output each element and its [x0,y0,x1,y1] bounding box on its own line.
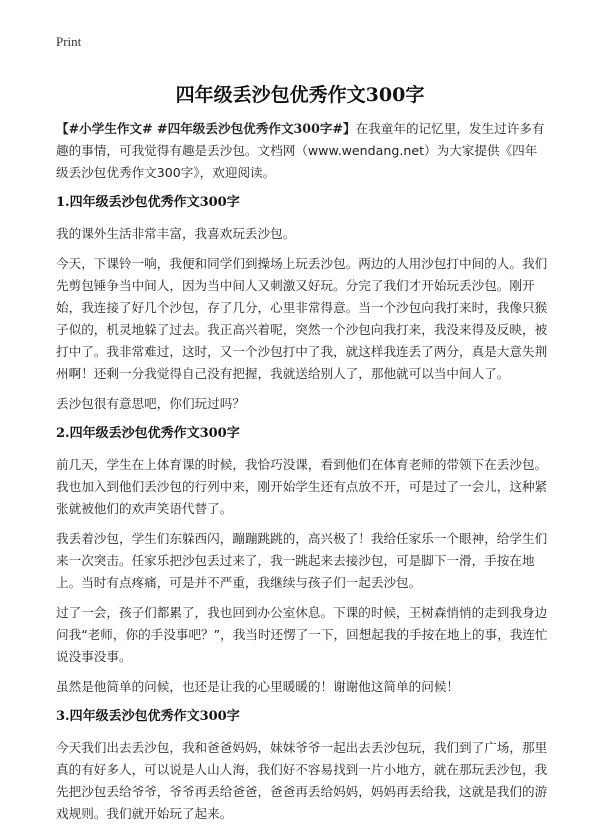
section-3-paragraph-1: 今天我们出去丢沙包，我和爸爸妈妈，妹妹爷爷一起出去丢沙包玩，我们到了广场，那里真的有好多人，可以说是人山人海，我们好不容易找到一片小地方，就在那玩丢沙包，我先把沙包丢给爷爷，爷爷再丢给爸爸，爸爸再丢给妈妈，妈妈再丢给我，这就是我们的游戏规则。我们就开始玩了起来。 [56,740,548,821]
section-1-paragraph-1: 我的课外生活非常丰富，我喜欢玩丢沙包。 [56,226,296,241]
section-heading-1: 1.四年级丢沙包优秀作文300字 [56,195,240,210]
print-label[interactable]: Print [56,34,82,49]
section-2-paragraph-2: 我丢着沙包，学生们东躲西闪，蹦蹦跳跳的，高兴极了！我给任家乐一个眼神，给学生们来一次突击。任家乐把沙包丢过来了，我一跳起来去接沙包，可是脚下一滑，手按在地上。当时有点疼痛，可是并不严重，我继续与孩子们一起丢沙包。 [56,531,548,590]
document-body [56,118,548,825]
document-title: 四年级丢沙包优秀作文300字 [175,84,425,106]
section-1-paragraph-3: 丢沙包很有意思吧，你们玩过吗？ [56,396,245,411]
intro-paragraph [56,118,548,184]
section-2-paragraph-3: 过了一会，孩子们都累了，我也回到办公室休息。下课的时候，王树森悄悄的走到我身边问我“老师，你的手没事吧？”，我当时还愣了一下，回想起我的手按在地上的事，我连忙说没事没事。 [56,605,548,664]
section-heading-2: 2.四年级丢沙包优秀作文300字 [56,426,240,441]
section-2-paragraph-1: 前几天，学生在上体育课的时候，我恰巧没课，看到他们在体育老师的带领下在丢沙包。我也加入到他们丢沙包的行列中来，刚开始学生还有点放不开，可是过了一会儿，这种紧张就被他们的欢声笑语代替了。 [56,457,548,516]
section-2-paragraph-4: 虽然是他简单的问候，也还是让我的心里暖暖的！谢谢他这简单的问候！ [56,679,459,694]
intro-text: 在我童年的记忆里，发生过许多有趣的事情，可我觉得有趣是丢沙包。文档网（www.wendang.net）为大家提供《四年级丢沙包优秀作文300字》，欢迎阅读。 [56,121,545,180]
section-1-paragraph-2: 今天，下课铃一响，我便和同学们到操场上玩丢沙包。两边的人用沙包打中间的人。我们先剪包锤争当中间人，因为当中间人又刺激又好玩。分完了我们才开始玩丢沙包。刚开始，我连接了好几个沙包，存了几分，心里非常得意。当一个沙包向我打来时，我像只猴子似的，机灵地躲了过去。我正高兴着呢，突然一个沙包向我打来，我没来得及反映，被打中了。我非常难过，这时，又一个沙包打中了我，就这样我连丢了两分，真是大意失荆州啊！还剩一分我觉得自己没有把握，我就送给别人了，那他就可以当中间人了。 [56,256,548,381]
intro-tags: 【#小学生作文# #四年级丢沙包优秀作文300字#】 [56,121,356,136]
section-heading-3: 3.四年级丢沙包优秀作文300字 [56,709,240,724]
